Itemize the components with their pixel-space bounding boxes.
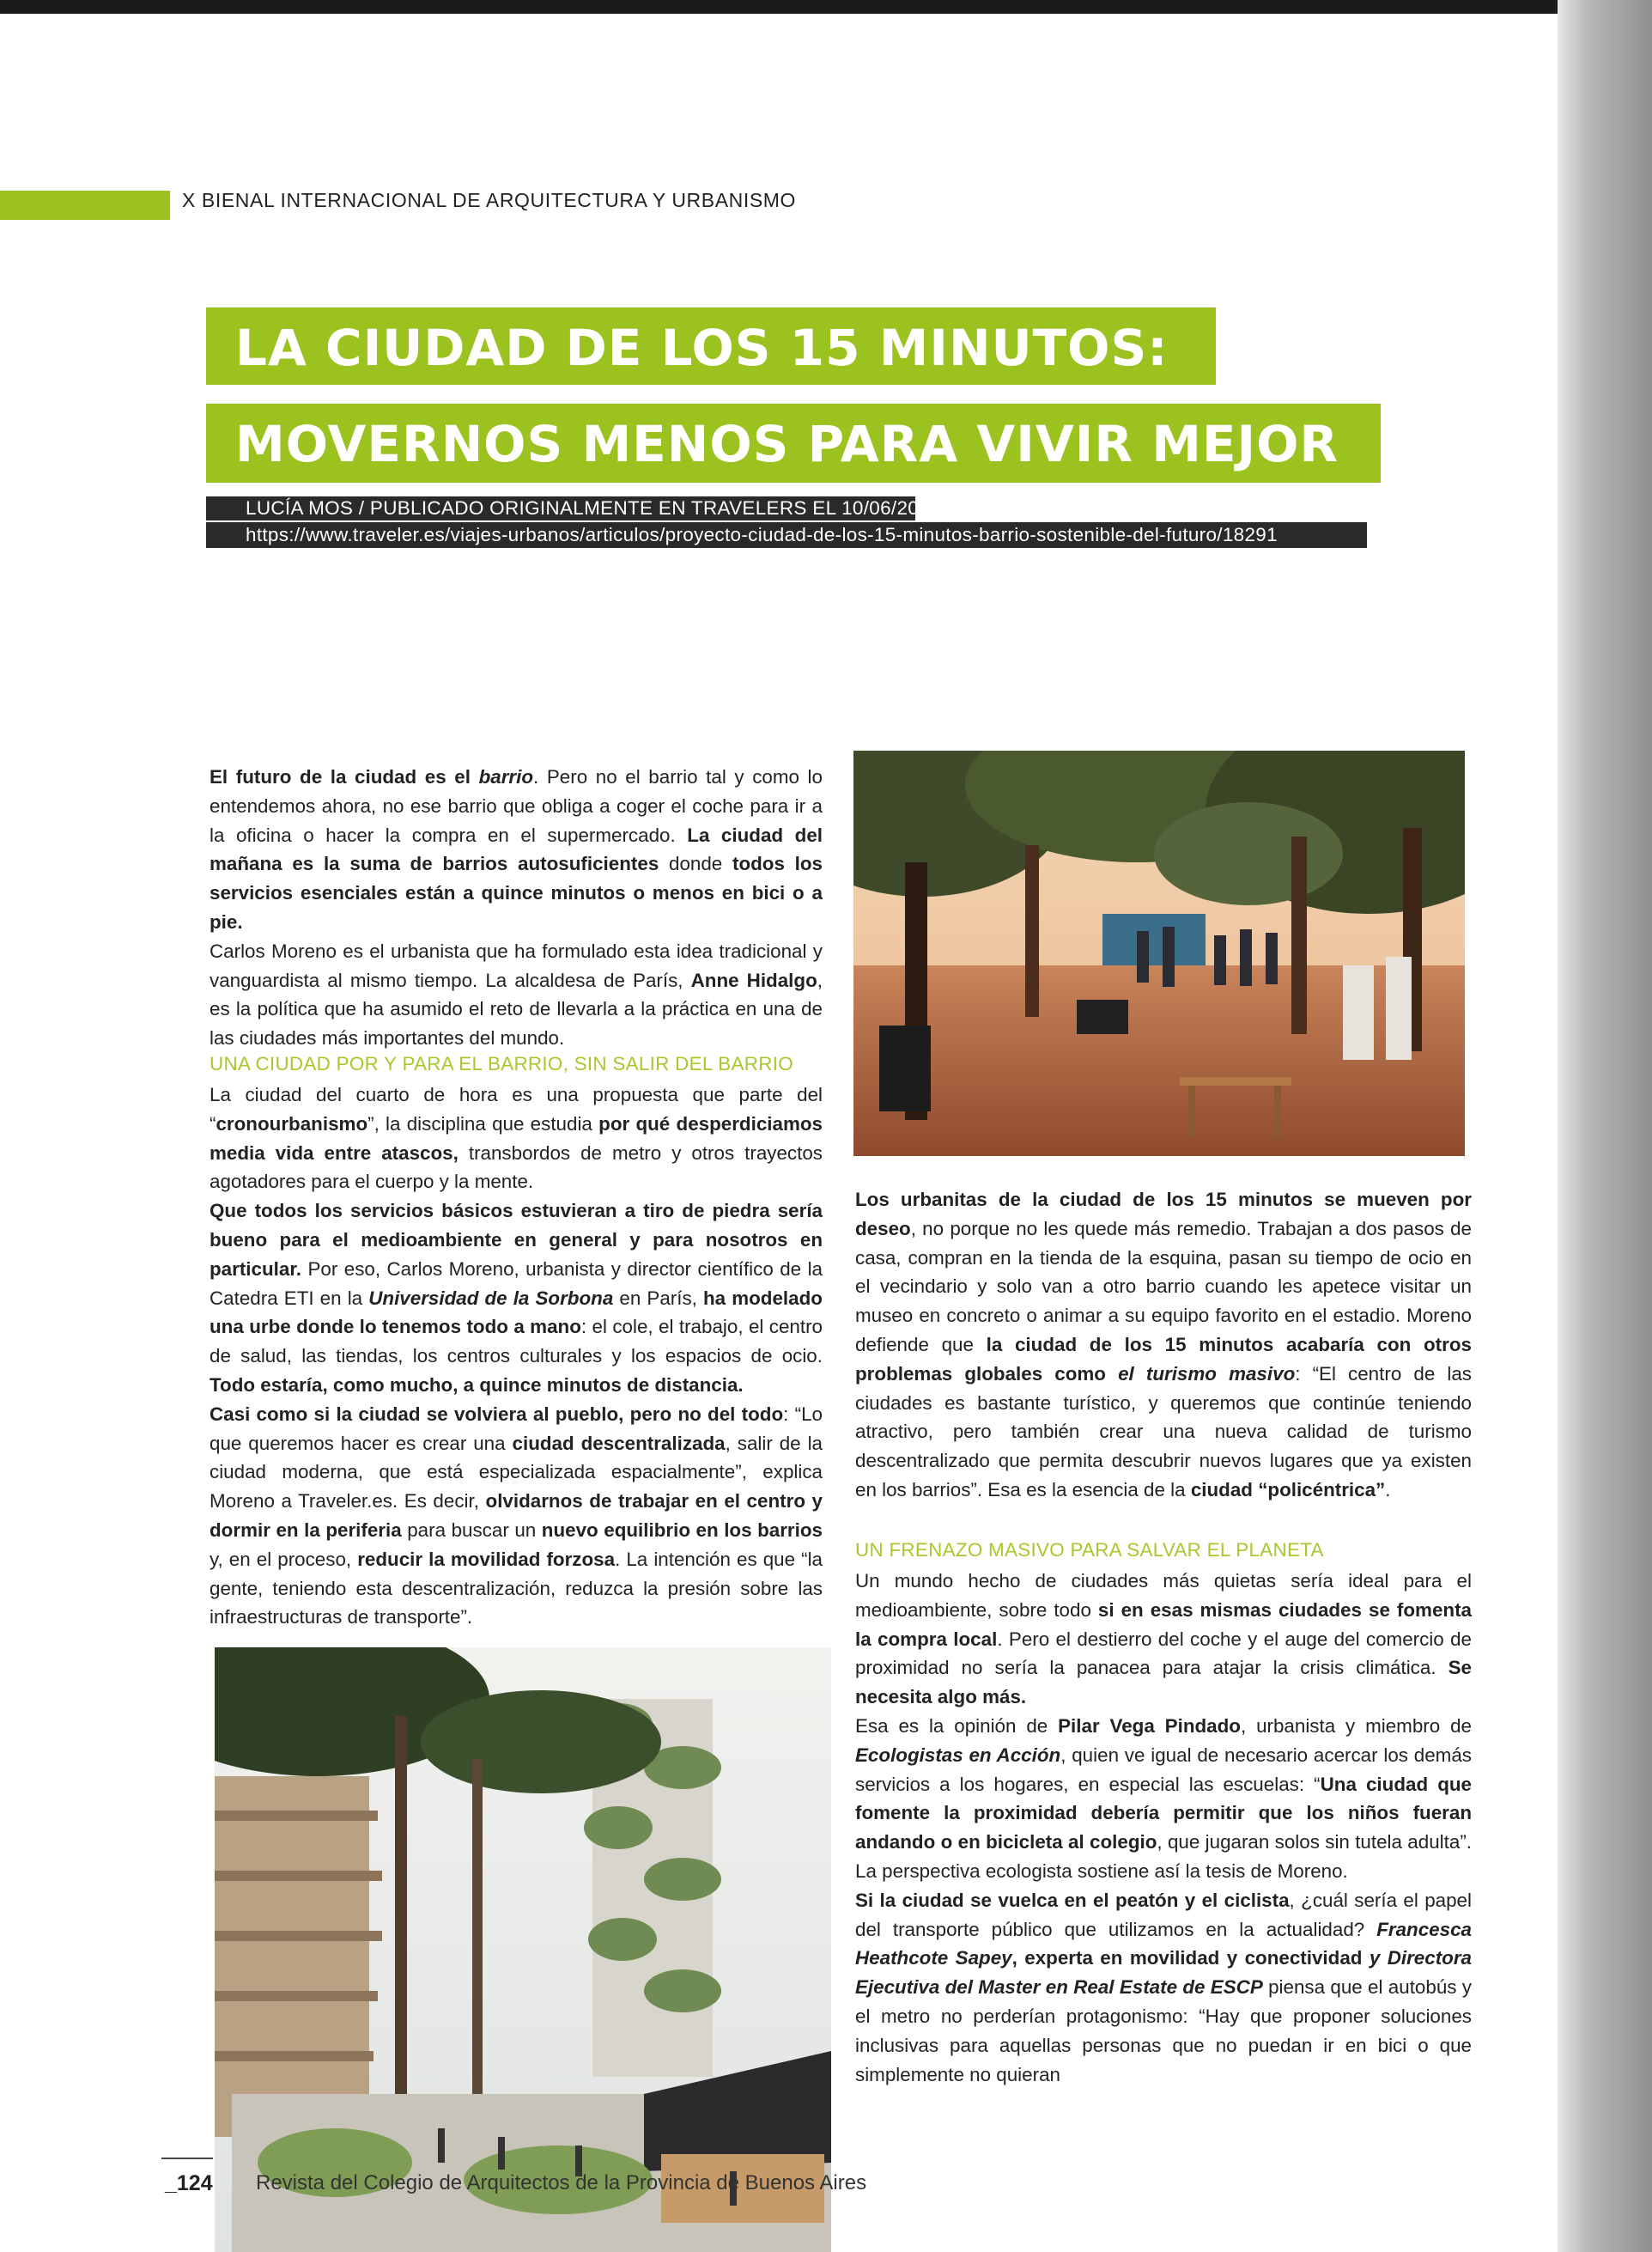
section-1-paragraph-2 [210,1196,823,1400]
section-color-tag [0,191,170,220]
photo-architectural-render [215,1647,831,2252]
section-1-heading: UNA CIUDAD POR Y PARA EL BARRIO, SIN SALIR DEL BARRIO [210,1053,793,1074]
body-text: , urbanista y miembro de [1240,1714,1472,1737]
bold-text: , experta en movilidad y conectividad [1011,1947,1370,1969]
source-url[interactable]: https://www.traveler.es/viajes-urbanos/articulos/proyecto-ciudad-de-los-15-minutos-barrio-sostenible-del-futuro/18291 [206,522,1367,548]
bold-text: nuevo equilibrio en los barrios [541,1519,823,1541]
bold-text: Casi como si la ciudad se volviera al pueblo, pero no del todo [210,1403,784,1425]
body-text: : el cole, el trabajo, el centro de salud, las tiendas, los centros culturales y los espacios de ocio. [210,1316,823,1367]
body-text: . [1385,1478,1391,1500]
page-number: _124 [165,2171,213,2195]
bold-text: ciudad descentralizada [512,1432,726,1454]
article-title-line-2: MOVERNOS MENOS PARA VIVIR MEJOR [206,404,1381,483]
section-2-text [855,1536,1472,2089]
bold-text: Que todos los servicios básicos estuvieran a tiro de piedra sería bueno para el medioambiente en general y para nosotros en particular. [210,1200,823,1280]
body-text: , que jugaran solos sin tutela adulta”. La perspectiva ecologista sostiene así la tesis de Moreno. [855,1831,1472,1882]
bold-italic-text: el turismo masivo [1118,1362,1296,1385]
section-1-paragraph-3 [210,1400,823,1632]
bold-text: todos los servicios esenciales están a quince minutos o menos en bici o a pie. [210,853,823,933]
body-text: , no porque no les quede más remedio. Trabajan a dos pasos de casa, compran en la tienda de la esquina, pasan su tiempo de ocio en el vecindario y solo van a otro barrio cuando les apetece visitar un museo en concreto o animar a su equipo favorito en el estadio. Moreno defiende que [855,1217,1472,1355]
body-text: : “Lo que queremos hacer es crear una [210,1403,823,1454]
photo-architectural-render-image [215,1647,831,2252]
bold-text: si en esas mismas ciudades se fomenta la compra local [855,1598,1472,1650]
section-2-heading: UN FRENAZO MASIVO PARA SALVAR EL PLANETA [855,1539,1324,1561]
bold-text: Pilar Vega Pindado [1058,1714,1241,1737]
bold-italic-text: y Directora Ejecutiva del Master en Real Estate de ESCP [855,1947,1473,1999]
body-text: . Pero el destierro del coche y el auge del comercio de proximidad no sería la panacea para atajar la crisis climática. [855,1628,1472,1679]
body-text: Esa es la opinión de [855,1714,1059,1737]
photo-neighborhood-gathering-image [853,751,1465,1156]
body-text: , salir de la ciudad moderna, que está especializada espacialmente”, explica Moreno a Traveler.es. Es decir, [210,1432,823,1512]
section-1-text [210,1050,823,1632]
section-2-paragraph-3 [855,1886,1472,2090]
body-text: La ciudad del cuarto de hora es una propuesta que parte del “ [210,1084,823,1135]
body-text: : “El centro de las ciudades es bastante turístico, y queremos que continúe teniendo atractivo, pero también crear una nueva calidad de turismo descentralizado que permita descubrir nuevos lugares que ya existen en los barrios”. Esa es la esencia de la [855,1362,1472,1500]
bold-text: El futuro de la ciudad es el [210,766,479,788]
intro-paragraph-1 [210,763,823,937]
bold-text: La ciudad del mañana es la suma de barrios autosuficientes [210,824,823,875]
body-text: transbordos de metro y otros trayectos agotadores para el cuerpo y la mente. [210,1141,823,1193]
page-gutter-shadow [1558,0,1652,2252]
body-text: para buscar un [401,1519,542,1541]
body-text: , ¿cuál sería el papel del transporte público que utilizamos en la actualidad? [855,1889,1472,1940]
bold-text: la ciudad de los 15 minutos acabaría con otros problemas globales como [855,1333,1472,1385]
bold-text: Una ciudad que fomente la proximidad debería permitir que los niños fueran andando o en bicicleta al colegio [855,1773,1472,1853]
section-2-paragraph-1 [855,1567,1472,1712]
intro-paragraph-2 [210,937,823,1053]
bold-text: reducir la movilidad forzosa [357,1548,616,1570]
right-text-1 [855,1185,1472,1505]
body-text: donde [659,853,732,875]
publication-name: Revista del Colegio de Arquitectos de la Provincia de Buenos Aires [256,2171,867,2194]
bold-text: Anne Hidalgo [690,969,817,991]
bold-text: Los urbanitas de la ciudad de los 15 minutos se mueven por deseo [855,1189,1472,1239]
body-text: Por eso, Carlos Moreno, urbanista y director científico de la Catedra ETI en la [210,1257,823,1309]
bold-italic-text: Francesca Heathcote Sapey [855,1918,1472,1969]
intro-text [210,763,823,1053]
body-text: . Pero no el barrio tal y como lo entendemos ahora, no ese barrio que obliga a coger el coche para ir a la oficina o hacer la compra en el supermercado. [210,766,823,846]
footer-rule [161,2158,213,2159]
bold-italic-text: Universidad de la Sorbona [368,1287,614,1309]
bold-text: ciudad “policéntrica” [1190,1478,1386,1500]
page-top-edge [0,0,1652,14]
bold-text: cronourbanismo [216,1112,368,1135]
body-text: , es la política que ha asumido el reto de llevarla a la práctica en una de las ciudades más importantes del mundo. [210,969,823,1050]
body-text: Un mundo hecho de ciudades más quietas sería ideal para el medioambiente, sobre todo [855,1570,1472,1621]
bold-text: por qué desperdiciamos media vida entre atascos, [210,1112,823,1164]
bold-italic-text: barrio [478,766,534,788]
author-byline: LUCÍA MOS / PUBLICADO ORIGINALMENTE EN TRAVELERS EL 10/06/20 [206,496,915,520]
body-text: , quien ve igual de necesario acercar los demás servicios a los hogares, en especial las escuelas: “ [855,1744,1472,1795]
bold-text: Si la ciudad se vuelca en el peatón y el ciclista [855,1889,1290,1911]
body-text: ”, la disciplina que estudia [367,1112,599,1135]
article-title-line-1: LA CIUDAD DE LOS 15 MINUTOS: [206,307,1216,385]
bold-text: olvidarnos de trabajar en el centro y dormir en la periferia [210,1490,823,1541]
body-text: piensa que el autobús y el metro no perderían protagonismo: “Hay que proponer soluciones inclusivas para aquellas personas que no puedan ir en bici o que simplemente no quieran [855,1976,1472,2085]
bold-text: Se necesita algo más. [855,1657,1472,1708]
right-paragraph-1 [855,1185,1472,1505]
photo-neighborhood-gathering [853,751,1465,1156]
body-text: . La intención es que “la gente, teniendo esta descentralización, reduzca la presión sobre las infraestructuras de transporte”. [210,1548,823,1628]
bold-text: Todo estaría, como mucho, a quince minutos de distancia. [210,1373,744,1396]
section-1-paragraph-1 [210,1080,823,1196]
section-label: X BIENAL INTERNACIONAL DE ARQUITECTURA Y URBANISMO [182,189,797,211]
section-2-paragraph-2 [855,1712,1472,1886]
bold-text: ha modelado una urbe donde lo tenemos todo a mano [210,1287,823,1338]
bold-italic-text: Ecologistas en Acción [855,1744,1061,1766]
body-text: Carlos Moreno es el urbanista que ha formulado esta idea tradicional y vanguardista al mismo tiempo. La alcaldesa de París, [210,940,823,991]
body-text: en París, [613,1287,703,1309]
body-text: y, en el proceso, [210,1548,358,1570]
